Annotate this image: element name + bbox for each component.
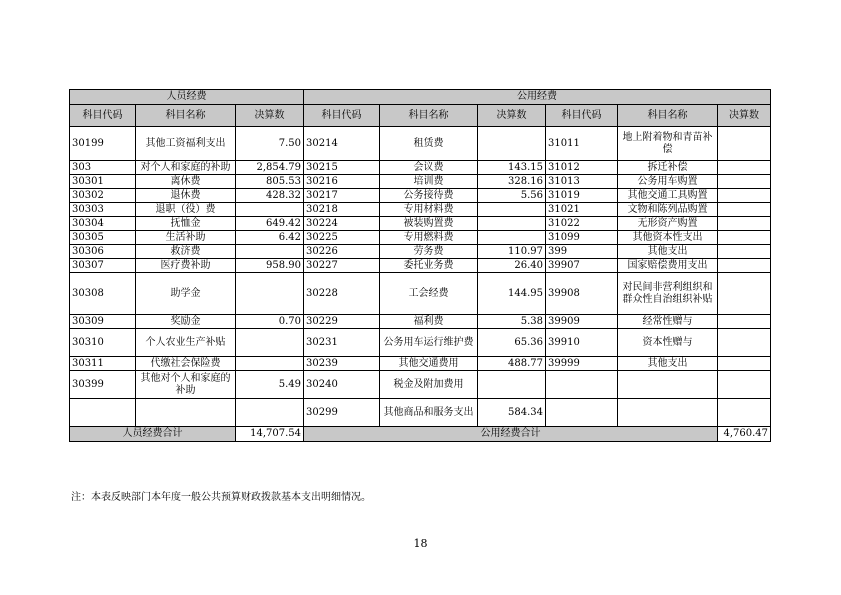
capital-name-cell: 经常性赠与: [618, 315, 718, 329]
capital-amount-cell: [718, 399, 771, 427]
personnel-name-cell: 退职（役）费: [136, 203, 236, 217]
capital-amount-cell: [718, 315, 771, 329]
public-amount-cell: [478, 127, 546, 161]
personnel-amount-cell: [236, 203, 304, 217]
personnel-code-cell: 30304: [70, 217, 136, 231]
public-amount-cell: 110.97: [478, 245, 546, 259]
table-row: [70, 357, 771, 371]
public-amount-cell: 26.40: [478, 259, 546, 273]
public-amount-cell: 144.95: [478, 273, 546, 315]
capital-name-cell: 对民间非营利组织和群众性自治组织补贴: [618, 273, 718, 315]
personnel-code-cell: 30308: [70, 273, 136, 315]
table-row: [70, 315, 771, 329]
personnel-name-cell: 抚恤金: [136, 217, 236, 231]
public-amount-cell: [478, 217, 546, 231]
table-row: [70, 399, 771, 427]
public-amount-cell: [478, 203, 546, 217]
public-name-cell: 专用燃料费: [380, 231, 478, 245]
table-row: [70, 259, 771, 273]
capital-amount-cell: [718, 329, 771, 357]
capital-amount-cell: [718, 175, 771, 189]
public-total-label: 公用经费合计: [304, 427, 718, 442]
personnel-name-cell: 退休费: [136, 189, 236, 203]
table-row: [70, 231, 771, 245]
capital-name-cell: [618, 371, 718, 399]
public-amount-cell: [478, 231, 546, 245]
public-group-header: 公用经费: [304, 90, 771, 105]
capital-code-cell: 31012: [546, 161, 618, 175]
capital-code-cell: 39910: [546, 329, 618, 357]
public-amount-cell: 143.15: [478, 161, 546, 175]
capital-name-cell: 其他资本性支出: [618, 231, 718, 245]
public-code-cell: 30240: [304, 371, 380, 399]
capital-code-cell: 31011: [546, 127, 618, 161]
capital-name-cell: 无形资产购置: [618, 217, 718, 231]
col-header-name: 科目名称: [380, 105, 478, 127]
group-header-row: [70, 90, 771, 105]
personnel-amount-cell: [236, 399, 304, 427]
personnel-name-cell: 其他对个人和家庭的补助: [136, 371, 236, 399]
public-code-cell: 30225: [304, 231, 380, 245]
capital-name-cell: 其他交通工具购置: [618, 189, 718, 203]
capital-amount-cell: [718, 357, 771, 371]
personnel-amount-cell: [236, 273, 304, 315]
capital-code-cell: 31019: [546, 189, 618, 203]
personnel-code-cell: 303: [70, 161, 136, 175]
personnel-code-cell: 30301: [70, 175, 136, 189]
public-code-cell: 30229: [304, 315, 380, 329]
page-number: 18: [413, 537, 428, 550]
public-total-value: 4,760.47: [718, 427, 771, 442]
capital-name-cell: 国家赔偿费用支出: [618, 259, 718, 273]
table-row: [70, 175, 771, 189]
capital-code-cell: 399: [546, 245, 618, 259]
capital-amount-cell: [718, 259, 771, 273]
capital-code-cell: 39908: [546, 273, 618, 315]
capital-amount-cell: [718, 273, 771, 315]
table-row: [70, 203, 771, 217]
capital-amount-cell: [718, 245, 771, 259]
personnel-amount-cell: [236, 245, 304, 259]
public-code-cell: 30227: [304, 259, 380, 273]
personnel-code-cell: 30310: [70, 329, 136, 357]
personnel-code-cell: 30303: [70, 203, 136, 217]
personnel-code-cell: 30307: [70, 259, 136, 273]
public-code-cell: 30215: [304, 161, 380, 175]
personnel-total-label: 人员经费合计: [70, 427, 236, 442]
personnel-code-cell: [70, 399, 136, 427]
personnel-amount-cell: 0.70: [236, 315, 304, 329]
personnel-name-cell: [136, 399, 236, 427]
capital-code-cell: [546, 371, 618, 399]
public-name-cell: 会议费: [380, 161, 478, 175]
public-amount-cell: 488.77: [478, 357, 546, 371]
public-amount-cell: 5.56: [478, 189, 546, 203]
public-amount-cell: 5.38: [478, 315, 546, 329]
table-row: [70, 189, 771, 203]
col-header-amount: 决算数: [478, 105, 546, 127]
personnel-name-cell: 医疗费补助: [136, 259, 236, 273]
capital-amount-cell: [718, 203, 771, 217]
table-row: [70, 245, 771, 259]
public-code-cell: 30218: [304, 203, 380, 217]
personnel-name-cell: 对个人和家庭的补助: [136, 161, 236, 175]
public-code-cell: 30239: [304, 357, 380, 371]
public-name-cell: 工会经费: [380, 273, 478, 315]
personnel-name-cell: 离休费: [136, 175, 236, 189]
personnel-name-cell: 其他工资福利支出: [136, 127, 236, 161]
table-row: [70, 273, 771, 315]
capital-amount-cell: [718, 231, 771, 245]
public-code-cell: 30231: [304, 329, 380, 357]
table-row: [70, 371, 771, 399]
personnel-name-cell: 代缴社会保险费: [136, 357, 236, 371]
capital-code-cell: 39907: [546, 259, 618, 273]
capital-code-cell: 31099: [546, 231, 618, 245]
personnel-amount-cell: 805.53: [236, 175, 304, 189]
capital-name-cell: 公务用车购置: [618, 175, 718, 189]
capital-name-cell: 地上附着物和青苗补偿: [618, 127, 718, 161]
capital-code-cell: 39999: [546, 357, 618, 371]
personnel-code-cell: 30199: [70, 127, 136, 161]
col-header-amount: 决算数: [236, 105, 304, 127]
personnel-amount-cell: 649.42: [236, 217, 304, 231]
public-name-cell: 其他商品和服务支出: [380, 399, 478, 427]
personnel-amount-cell: 2,854.79: [236, 161, 304, 175]
personnel-amount-cell: 7.50: [236, 127, 304, 161]
public-code-cell: 30226: [304, 245, 380, 259]
table-note: 注：本表反映部门本年度一般公共预算财政拨款基本支出明细情况。: [71, 492, 371, 503]
personnel-code-cell: 30302: [70, 189, 136, 203]
public-name-cell: 培训费: [380, 175, 478, 189]
personnel-name-cell: 奖励金: [136, 315, 236, 329]
public-code-cell: 30299: [304, 399, 380, 427]
col-header-code: 科目代码: [70, 105, 136, 127]
table-row: [70, 217, 771, 231]
col-header-name: 科目名称: [136, 105, 236, 127]
capital-amount-cell: [718, 189, 771, 203]
public-amount-cell: [478, 371, 546, 399]
personnel-name-cell: 救济费: [136, 245, 236, 259]
capital-code-cell: 31013: [546, 175, 618, 189]
table-row: [70, 329, 771, 357]
capital-name-cell: 其他支出: [618, 245, 718, 259]
personnel-code-cell: 30306: [70, 245, 136, 259]
capital-name-cell: 其他支出: [618, 357, 718, 371]
column-header-row: [70, 105, 771, 127]
totals-row: [70, 427, 771, 442]
public-code-cell: 30214: [304, 127, 380, 161]
capital-name-cell: 资本性赠与: [618, 329, 718, 357]
public-name-cell: 公务接待费: [380, 189, 478, 203]
personnel-code-cell: 30309: [70, 315, 136, 329]
public-code-cell: 30224: [304, 217, 380, 231]
personnel-amount-cell: 6.42: [236, 231, 304, 245]
public-name-cell: 劳务费: [380, 245, 478, 259]
personnel-code-cell: 30305: [70, 231, 136, 245]
public-amount-cell: 65.36: [478, 329, 546, 357]
table-row: [70, 161, 771, 175]
personnel-amount-cell: 428.32: [236, 189, 304, 203]
capital-name-cell: 文物和陈列品购置: [618, 203, 718, 217]
capital-amount-cell: [718, 161, 771, 175]
public-name-cell: 公务用车运行维护费: [380, 329, 478, 357]
expenditure-table: [69, 89, 771, 442]
capital-amount-cell: [718, 127, 771, 161]
personnel-total-value: 14,707.54: [236, 427, 304, 442]
public-name-cell: 租赁费: [380, 127, 478, 161]
public-name-cell: 被装购置费: [380, 217, 478, 231]
personnel-amount-cell: [236, 357, 304, 371]
capital-code-cell: 31022: [546, 217, 618, 231]
col-header-name: 科目名称: [618, 105, 718, 127]
public-amount-cell: 328.16: [478, 175, 546, 189]
capital-name-cell: 拆迁补偿: [618, 161, 718, 175]
public-amount-cell: 584.34: [478, 399, 546, 427]
public-code-cell: 30228: [304, 273, 380, 315]
personnel-group-header: 人员经费: [70, 90, 304, 105]
capital-code-cell: [546, 399, 618, 427]
col-header-amount: 决算数: [718, 105, 771, 127]
public-name-cell: 税金及附加费用: [380, 371, 478, 399]
personnel-amount-cell: 958.90: [236, 259, 304, 273]
personnel-code-cell: 30311: [70, 357, 136, 371]
personnel-name-cell: 生活补助: [136, 231, 236, 245]
public-code-cell: 30216: [304, 175, 380, 189]
personnel-name-cell: 个人农业生产补贴: [136, 329, 236, 357]
capital-amount-cell: [718, 217, 771, 231]
col-header-code: 科目代码: [304, 105, 380, 127]
personnel-name-cell: 助学金: [136, 273, 236, 315]
public-code-cell: 30217: [304, 189, 380, 203]
capital-code-cell: 31021: [546, 203, 618, 217]
capital-code-cell: 39909: [546, 315, 618, 329]
table-row: [70, 127, 771, 161]
public-name-cell: 福利费: [380, 315, 478, 329]
capital-amount-cell: [718, 371, 771, 399]
public-name-cell: 专用材料费: [380, 203, 478, 217]
capital-name-cell: [618, 399, 718, 427]
public-name-cell: 其他交通费用: [380, 357, 478, 371]
public-name-cell: 委托业务费: [380, 259, 478, 273]
personnel-amount-cell: 5.49: [236, 371, 304, 399]
personnel-code-cell: 30399: [70, 371, 136, 399]
personnel-amount-cell: [236, 329, 304, 357]
col-header-code: 科目代码: [546, 105, 618, 127]
